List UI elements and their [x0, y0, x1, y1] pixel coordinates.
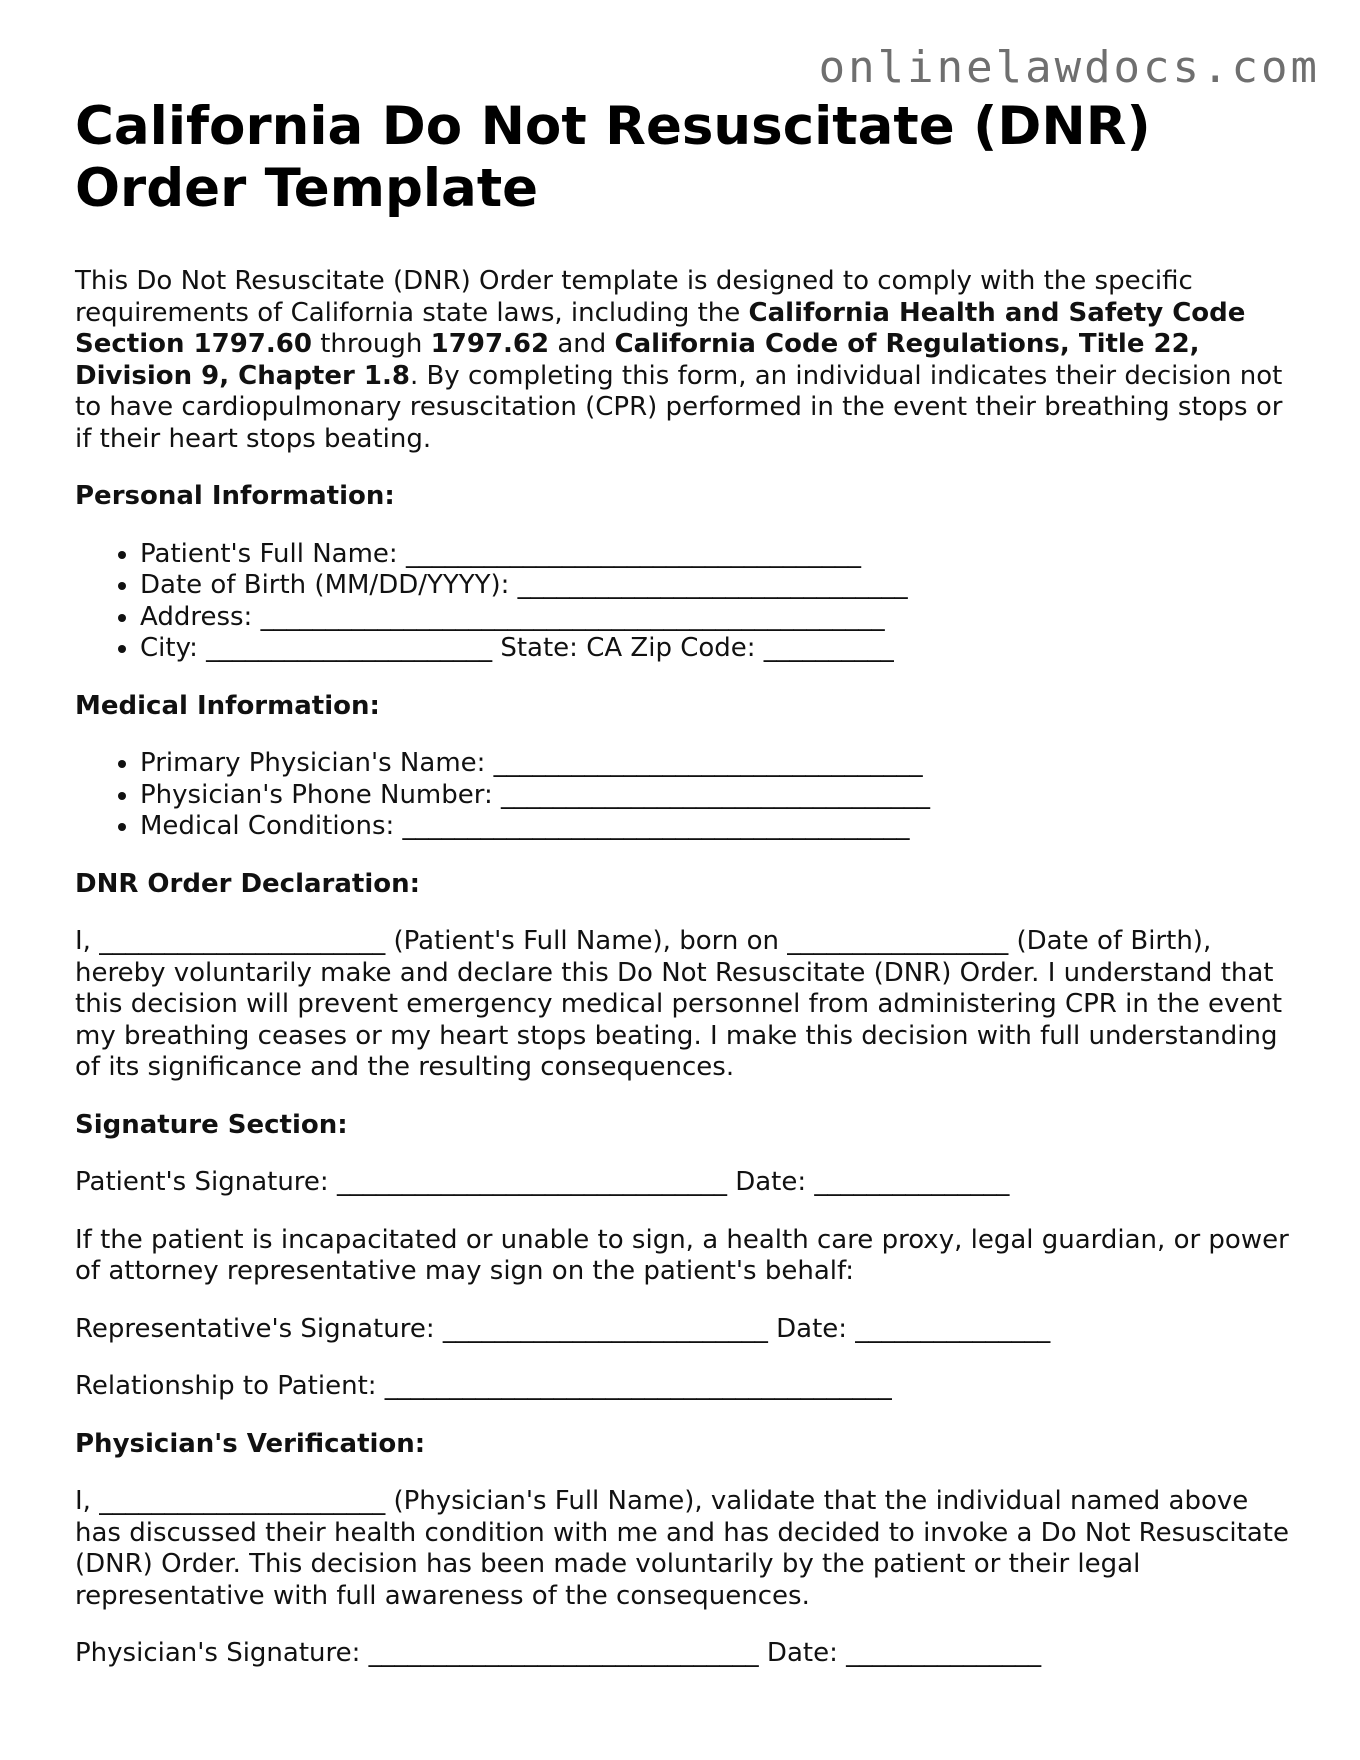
- physician-phone-field[interactable]: • Physician's Phone Number: _________________________________: [140, 780, 1295, 812]
- dnr-declaration-heading: DNR Order Declaration:: [75, 868, 421, 899]
- date-of-birth-field[interactable]: • Date of Birth (MM/DD/YYYY): ______________________________: [140, 570, 1295, 602]
- medical-conditions-field[interactable]: • Medical Conditions: _______________________________________: [140, 811, 1295, 843]
- personal-info-list: [75, 539, 1295, 665]
- intro-text-3: and: [549, 329, 615, 359]
- address-field[interactable]: • Address: ________________________________________________: [140, 602, 1295, 634]
- city-state-zip-field[interactable]: • City: ______________________ State: CA Zip Code: __________: [140, 633, 1295, 665]
- patient-name-field[interactable]: • Patient's Full Name: ___________________________________: [140, 539, 1295, 571]
- intro-bold-3: California Code of Regulations, Title 22, Division 9, Chapter 1.8: [75, 329, 1200, 391]
- intro-text-1: This Do Not Resuscitate (DNR) Order template is designed to comply with the specific requirements of California state laws, including the: [75, 266, 1193, 328]
- physician-signature-line[interactable]: Physician's Signature: ______________________________ Date: _______________: [75, 1638, 1042, 1668]
- primary-physician-field[interactable]: • Primary Physician's Name: _________________________________: [140, 748, 1295, 780]
- intro-bold-1: California Health and Safety Code Section 1797.60: [75, 297, 1246, 359]
- relationship-field[interactable]: Relationship to Patient: _______________________________________: [75, 1371, 892, 1401]
- intro-text-4: . By completing this form, an individual indicates their decision not to have cardiopulmonary resuscitation (CPR) performed in the event their breathing stops or if their heart stops beating.: [75, 360, 1283, 454]
- medical-info-list: [75, 748, 1295, 843]
- personal-info-heading: Personal Information:: [75, 481, 395, 511]
- incapacitated-note: If the patient is incapacitated or unable to sign, a health care proxy, legal guardian, or power of attorney representative may sign on the patient's behalf:: [75, 1224, 1289, 1286]
- intro-text-2: through: [311, 329, 431, 359]
- intro-bold-2: 1797.62: [430, 329, 550, 359]
- patient-signature-line[interactable]: Patient's Signature: ______________________________ Date: _______________: [75, 1167, 1010, 1197]
- signature-section-heading: Signature Section:: [75, 1109, 348, 1140]
- physician-verification-heading: Physician's Verification:: [75, 1428, 426, 1459]
- dnr-declaration-text[interactable]: I, ______________________ (Patient's Full Name), born on _________________ (Date of Birth), hereby voluntarily make and declare this Do Not Resuscitate (DNR) Order. I understand that this decision will prevent emergency medical personnel from administering CPR in the event my breathing ceases or my heart stops beating. I make this decision with full understanding of its significance and the resulting consequences.: [75, 926, 1283, 1082]
- intro-paragraph: [75, 266, 1295, 455]
- representative-signature-line[interactable]: Representative's Signature: _________________________ Date: _______________: [75, 1313, 1051, 1344]
- document-page: [75, 96, 1295, 1670]
- medical-info-heading: Medical Information:: [75, 690, 380, 721]
- document-title: California Do Not Resuscitate (DNR) Order Template: [75, 96, 1151, 219]
- physician-verification-text[interactable]: I, ______________________ (Physician's Full Name), validate that the individual named above has discussed their health condition with me and has decided to invoke a Do Not Resuscitate (DNR) Order. This decision has been made voluntarily by the patient or their legal representative with full awareness of the consequences.: [75, 1486, 1289, 1611]
- site-watermark: onlinelawdocs.com: [818, 42, 1320, 93]
